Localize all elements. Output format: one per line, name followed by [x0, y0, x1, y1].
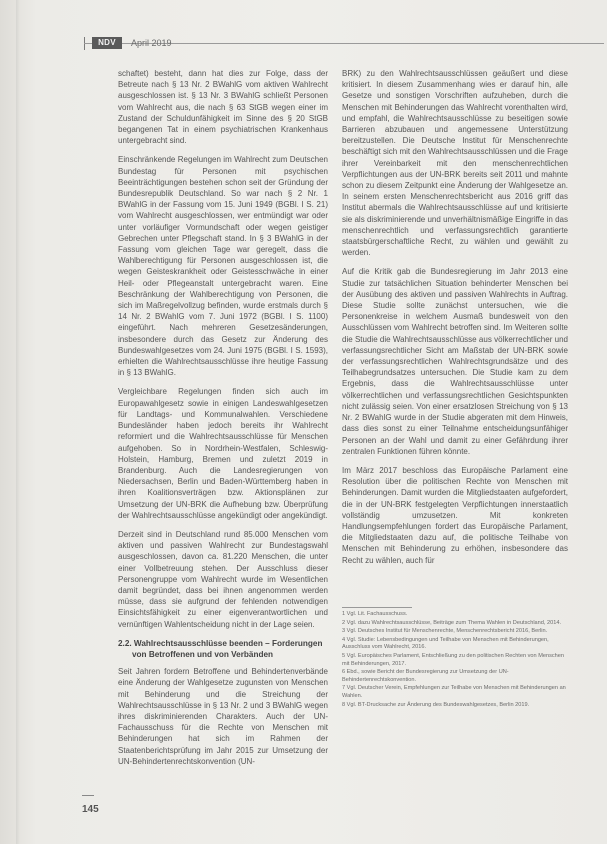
journal-badge: NDV [92, 37, 122, 49]
issue-date: April 2019 [131, 38, 172, 48]
footnote: 8 Vgl. BT-Drucksache zur Änderung des Bundeswahlgesetzes, Berlin 2019. [342, 701, 530, 708]
section-heading-line2: von Betroffenen und von Verbänden [132, 649, 274, 659]
section-heading [118, 638, 328, 660]
paragraph: Im März 2017 beschloss das Europäische Parlament eine Resolution über die politischen Rechte von Menschen mit Behinderungen. Damit wurden die Mitgliedstaaten aufgefordert, die in der UN-BRK festgelegten Verpflichtungen innerstaatlich vollständig umzusetzen. Mit konkreten Handlungsempfehlungen fordert das Europäische Parlament, die Mitgliedstaaten dazu auf, die politische Teilhabe von Menschen mit Behinderung zu erhöhen, insbesondere das Recht zu wählen, auch für [342, 465, 568, 565]
footnote: 1 Vgl. Lit. Fachausschuss. [342, 611, 408, 617]
footnote: 2 Vgl. dazu Wahlrechtsausschlüsse, Beiträge zum Thema Wahlen in Deutschland, 2014. [342, 619, 561, 626]
page-number: 145 [82, 804, 99, 815]
footnote: 5 Vgl. Europäisches Parlament, Entschließung zu den politischen Rechten von Menschen mit Behinderungen, 2017. [342, 652, 565, 667]
right-column [342, 68, 568, 574]
paragraph: Seit Jahren fordern Betroffene und Behindertenverbände eine Änderung der Wahlgesetze zugunsten von Menschen mit Behinderung und die Streichung der Wahlrechtsausschlüsse in § 13 Nr. 2 und 3 BWahlG wegen ihres diskriminierenden Charakters. Auch der UN-Fachausschuss für die Rechte von Menschen mit Behinderungen hat sich im Rahmen der Staatenberichtsprüfung im Jahr 2015 zur Umsetzung der UN-Behindertenrechtskonvention (UN- [118, 667, 328, 766]
paragraph: Auf die Kritik gab die Bundesregierung im Jahr 2013 eine Studie zur tatsächlichen Situation behinderter Menschen bei der Ausübung des aktiven und passiven Wahlrechts in Auftrag. Diese Studie sollte zunächst untersuchen, wie die Personenkreise in welchem Ausmaß bundesweit von den Ausschlüssen vom Wahlrecht betroffen sind. Im Weiteren sollte die Studie die Wahlrechtsausschlüsse aus völkerrechtlicher und verfassungsrechtlicher Sicht am Maßstab der UN-BRK sowie der verfassungsrechtlichen Wahlrechtsgrundsätze und des Teilhabegrundsatzes untersuchen. Die Studie kam zu dem Ergebnis, dass die Wahlrechtsausschlüsse unter völkerrechtlichen und verfassungsrechtlichen Gesichtspunkten nicht zulässig seien. Von einer ersatzlosen Streichung von § 13 Nr. 2 BWahlG wurde in der Studie abgeraten mit dem Hinweis, dass dies sonst zu einer Teilnahme entscheidungsunfähiger Personen an der Wahl und damit zu einer Gefährdung ihrer zentralen Funktionen führen könnte. [342, 267, 568, 456]
footnotes [342, 611, 568, 710]
footnote: 7 Vgl. Deutscher Verein, Empfehlungen zur Teilhabe von Menschen mit Behinderungen an Wahlen. [342, 685, 566, 699]
paragraph: schaftet) besteht, dann hat dies zur Folge, dass der Betreute nach § 13 Nr. 2 BWahlG vom aktiven Wahlrecht ausgeschlossen ist. § 13 Nr. 3 BWahlG schließt Personen vom Wahlrecht aus, die nach § 63 StGB wegen einer im Zustand der Schuldunfähigkeit im Sinne des § 20 StGB begangenen Tat in einem psychiatrischen Krankenhaus untergebracht sind. [118, 69, 328, 146]
paragraph: Einschränkende Regelungen im Wahlrecht zum Deutschen Bundestag für Personen mit psychischen Beeinträchtigungen bestehen schon seit der Gründung der Bundesrepublik Deutschland. So war nach § 2 Nr. 1 BWahlG in der Fassung vom 15. Juni 1949 (BGBl. I S. 21) vom Wahlrecht ausgeschlossen, wer entmündigt war oder unter vorläufiger Vormundschaft oder wegen geistiger Gebrechen unter Pflegschaft stand. In § 3 BWahlG in der Fassung vom gleichen Tage war geregelt, dass die Wahlberechtigung für Personen ausgeschlossen ist, die wegen Geisteskrankheit oder Geistesschwäche in einer Heil- oder Pflegeanstalt untergebracht waren. Eine Beschränkung der Wahlberechtigung von Personen, die sich im Maßregelvollzug befinden, wurde erstmals durch § 14 Nr. 2 BWahlG vom 7. Juni 1972 (BGBl. I S. 1100) eingeführt. Nach mehreren Gesetzesänderungen, insbesondere durch das Gesetz zur Änderung des Bundeswahlgesetzes vom 24. Juni 1975 (BGBl. I S. 1593), erhielten die Wahlrechtsausschlüsse ihre heutige Fassung in § 13 BWahlG. [118, 155, 328, 378]
paragraph: Derzeit sind in Deutschland rund 85.000 Menschen vom aktiven und passiven Wahlrecht zur Bundestagswahl ausgeschlossen, davon ca. 81.220 Menschen, die unter einer Vollbetreuung stehen. Der Ausschluss dieser Personengruppe vom Wahlrecht wurde im Wesentlichen damit begründet, dass bei ihnen angenommen werden müsse, dass sie aufgrund der fehlenden notwendigen Einsichtsfähigkeit zu einer eigenverantwortlichen und vernünftigen Wahlentscheidung nicht in der Lage seien. [118, 529, 328, 629]
footnote: 3 Vgl. Deutsches Institut für Menschenrechte, Menschenrechtsbericht 2016, Berlin. [342, 628, 548, 635]
footnote: 6 Ebd., sowie Bericht der Bundesregierung zur Umsetzung der UN-Behindertenrechtskonvention. [342, 669, 509, 683]
paragraph: BRK) zu den Wahlrechtsausschlüssen geäußert und diese kritisiert. In diesem Zusammenhang wies er darauf hin, alle Gesetze und sonstigen Vorschriften aufzuheben, durch die Menschen mit Behinderungen das Wahlrecht vorenthalten wird, und empfahl, die Wahlrechtsausschlüsse zu beseitigen sowie Barrieren abzubauen und angemessene Unterstützung bereitzustellen. Die Deutsche Institut für Menschenrechte beschäftigt sich mit den Wahlrechtsausschlüssen und die Frage ihrer Vereinbarkeit mit den menschenrechtlichen Verpflichtungen aus der UN-BRK bereits seit 2011 und mahnte schon zu diesem Zeitpunkt eine Änderung der Wahlgesetze an. In seinem ersten Menschenrechtsbericht aus 2016 griff das Institut abermals die Wahlrechtsausschlüsse auf und kritisierte sie als diskriminierende und unverhältnismäßige Eingriffe in das menschenrechtlich und verfassungsrechtlich garantierte staatsbürgerschaftliche Recht, zu wählen und gewählt zu werden. [342, 69, 568, 258]
binding-shadow [16, 0, 20, 844]
page-number-rule [82, 795, 94, 796]
left-column [118, 68, 328, 775]
paragraph: Vergleichbare Regelungen finden sich auch im Europawahlgesetz sowie in einigen Landeswahlgesetzen für Landtags- und Kommunalwahlen. Verschiedene Bundesländer haben jedoch bereits ihr Wahlrecht reformiert und die Wahlrechtsausschlüsse für Menschen aufgehoben. So in Nordrhein-Westfalen, Schleswig-Holstein, Hamburg, Bremen und zuletzt 2019 in Brandenburg. Auch die Landesregierungen von Niedersachsen, Berlin und Baden-Württemberg haben in ihren Koalitionsverträgen bzw. Aktionsplänen zur Umsetzung der UN-BRK die Aufhebung bzw. Überprüfung der Wahlrechtsausschlüsse angekündigt oder angekündigt. [118, 387, 328, 520]
footnote-rule [342, 607, 412, 608]
section-heading-line1: 2.2. Wahlrechtsausschlüsse beenden – Forderungen [118, 638, 323, 648]
footnote: 4 Vgl. Studie: Lebensbedingungen und Teilhabe von Menschen mit Behinderungen, Ausschluss vom Wahlrecht, 2016. [342, 636, 549, 651]
